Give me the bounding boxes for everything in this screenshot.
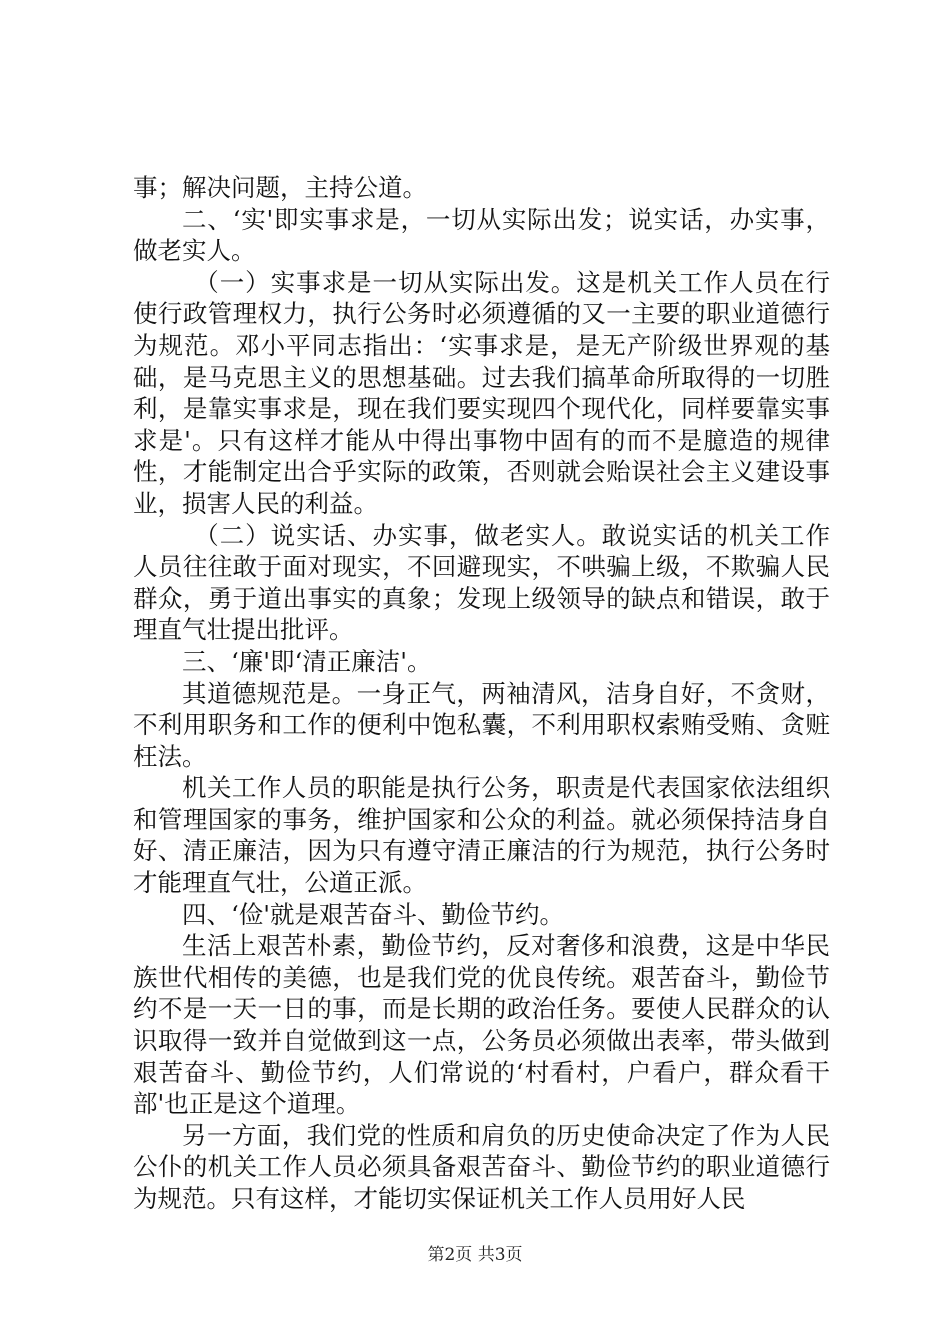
body-text — [133, 172, 830, 1215]
section-heading-jian: 四、‘俭'就是艰苦奋斗、勤俭节约。 — [182, 899, 565, 929]
page-number: 第2页 共3页 — [427, 1245, 523, 1265]
subsection-1-paragraph: （一）实事求是一切从实际出发。这是机关工作人员在行使行政管理权力，执行公务时必须遵循的又一主要的职业道德行为规范。邓小平同志指出：‘实事求是，是无产阶级世界观的基础，是马克思主义的思想基础。过去我们搞革命所取得的一切胜利，是靠实事求是，现在我们要实现四个现代化，同样要靠实事求是'。只有这样才能从中得出事物中固有的而不是臆造的规律性，才能制定出合乎实际的政策，否则就会贻误社会主义建设事业，损害人民的利益。 — [133, 267, 830, 518]
jian-life-paragraph: 生活上艰苦朴素，勤俭节约，反对奢侈和浪费，这是中华民族世代相传的美德，也是我们党的优良传统。艰苦奋斗，勤俭节约不是一天一日的事，而是长期的政治任务。要使人民群众的认识取得一致并自觉做到这一点，公务员必须做出表率，带头做到艰苦奋斗、勤俭节约，人们常说的‘村看村，户看户，群众看干部'也正是这个道理。 — [133, 931, 830, 1119]
jian-mission-paragraph: 另一方面，我们党的性质和肩负的历史使命决定了作为人民公仆的机关工作人员必须具备艰苦奋斗、勤俭节约的职业道德行为规范。只有这样，才能切实保证机关工作人员用好人民 — [133, 1120, 830, 1213]
subsection-2-paragraph: （二）说实话、办实事，做老实人。敢说实话的机关工作人员往往敢于面对现实，不回避现实，不哄骗上级，不欺骗人民群众，勇于道出事实的真象；发现上级领导的缺点和错误，敢于理直气壮提出批评。 — [133, 520, 830, 645]
section-heading-shi: 二、‘实'即实事求是，一切从实际出发；说实话，办实事，做老实人。 — [133, 204, 830, 266]
section-heading-lian: 三、‘廉'即‘清正廉洁'。 — [182, 646, 432, 676]
lian-duties-paragraph: 机关工作人员的职能是执行公务，职责是代表国家依法组织和管理国家的事务，维护国家和公众的利益。就必须保持洁身自好、清正廉洁，因为只有遵守清正廉洁的行为规范，执行公务时才能理直气壮，公道正派。 — [133, 773, 830, 898]
paragraph-continuation: 事；解决问题，主持公道。 — [133, 173, 427, 202]
lian-norms-paragraph: 其道德规范是。一身正气，两袖清风，洁身自好，不贪财，不利用职务和工作的便利中饱私囊，不利用职权索贿受贿、贪赃枉法。 — [133, 678, 830, 771]
